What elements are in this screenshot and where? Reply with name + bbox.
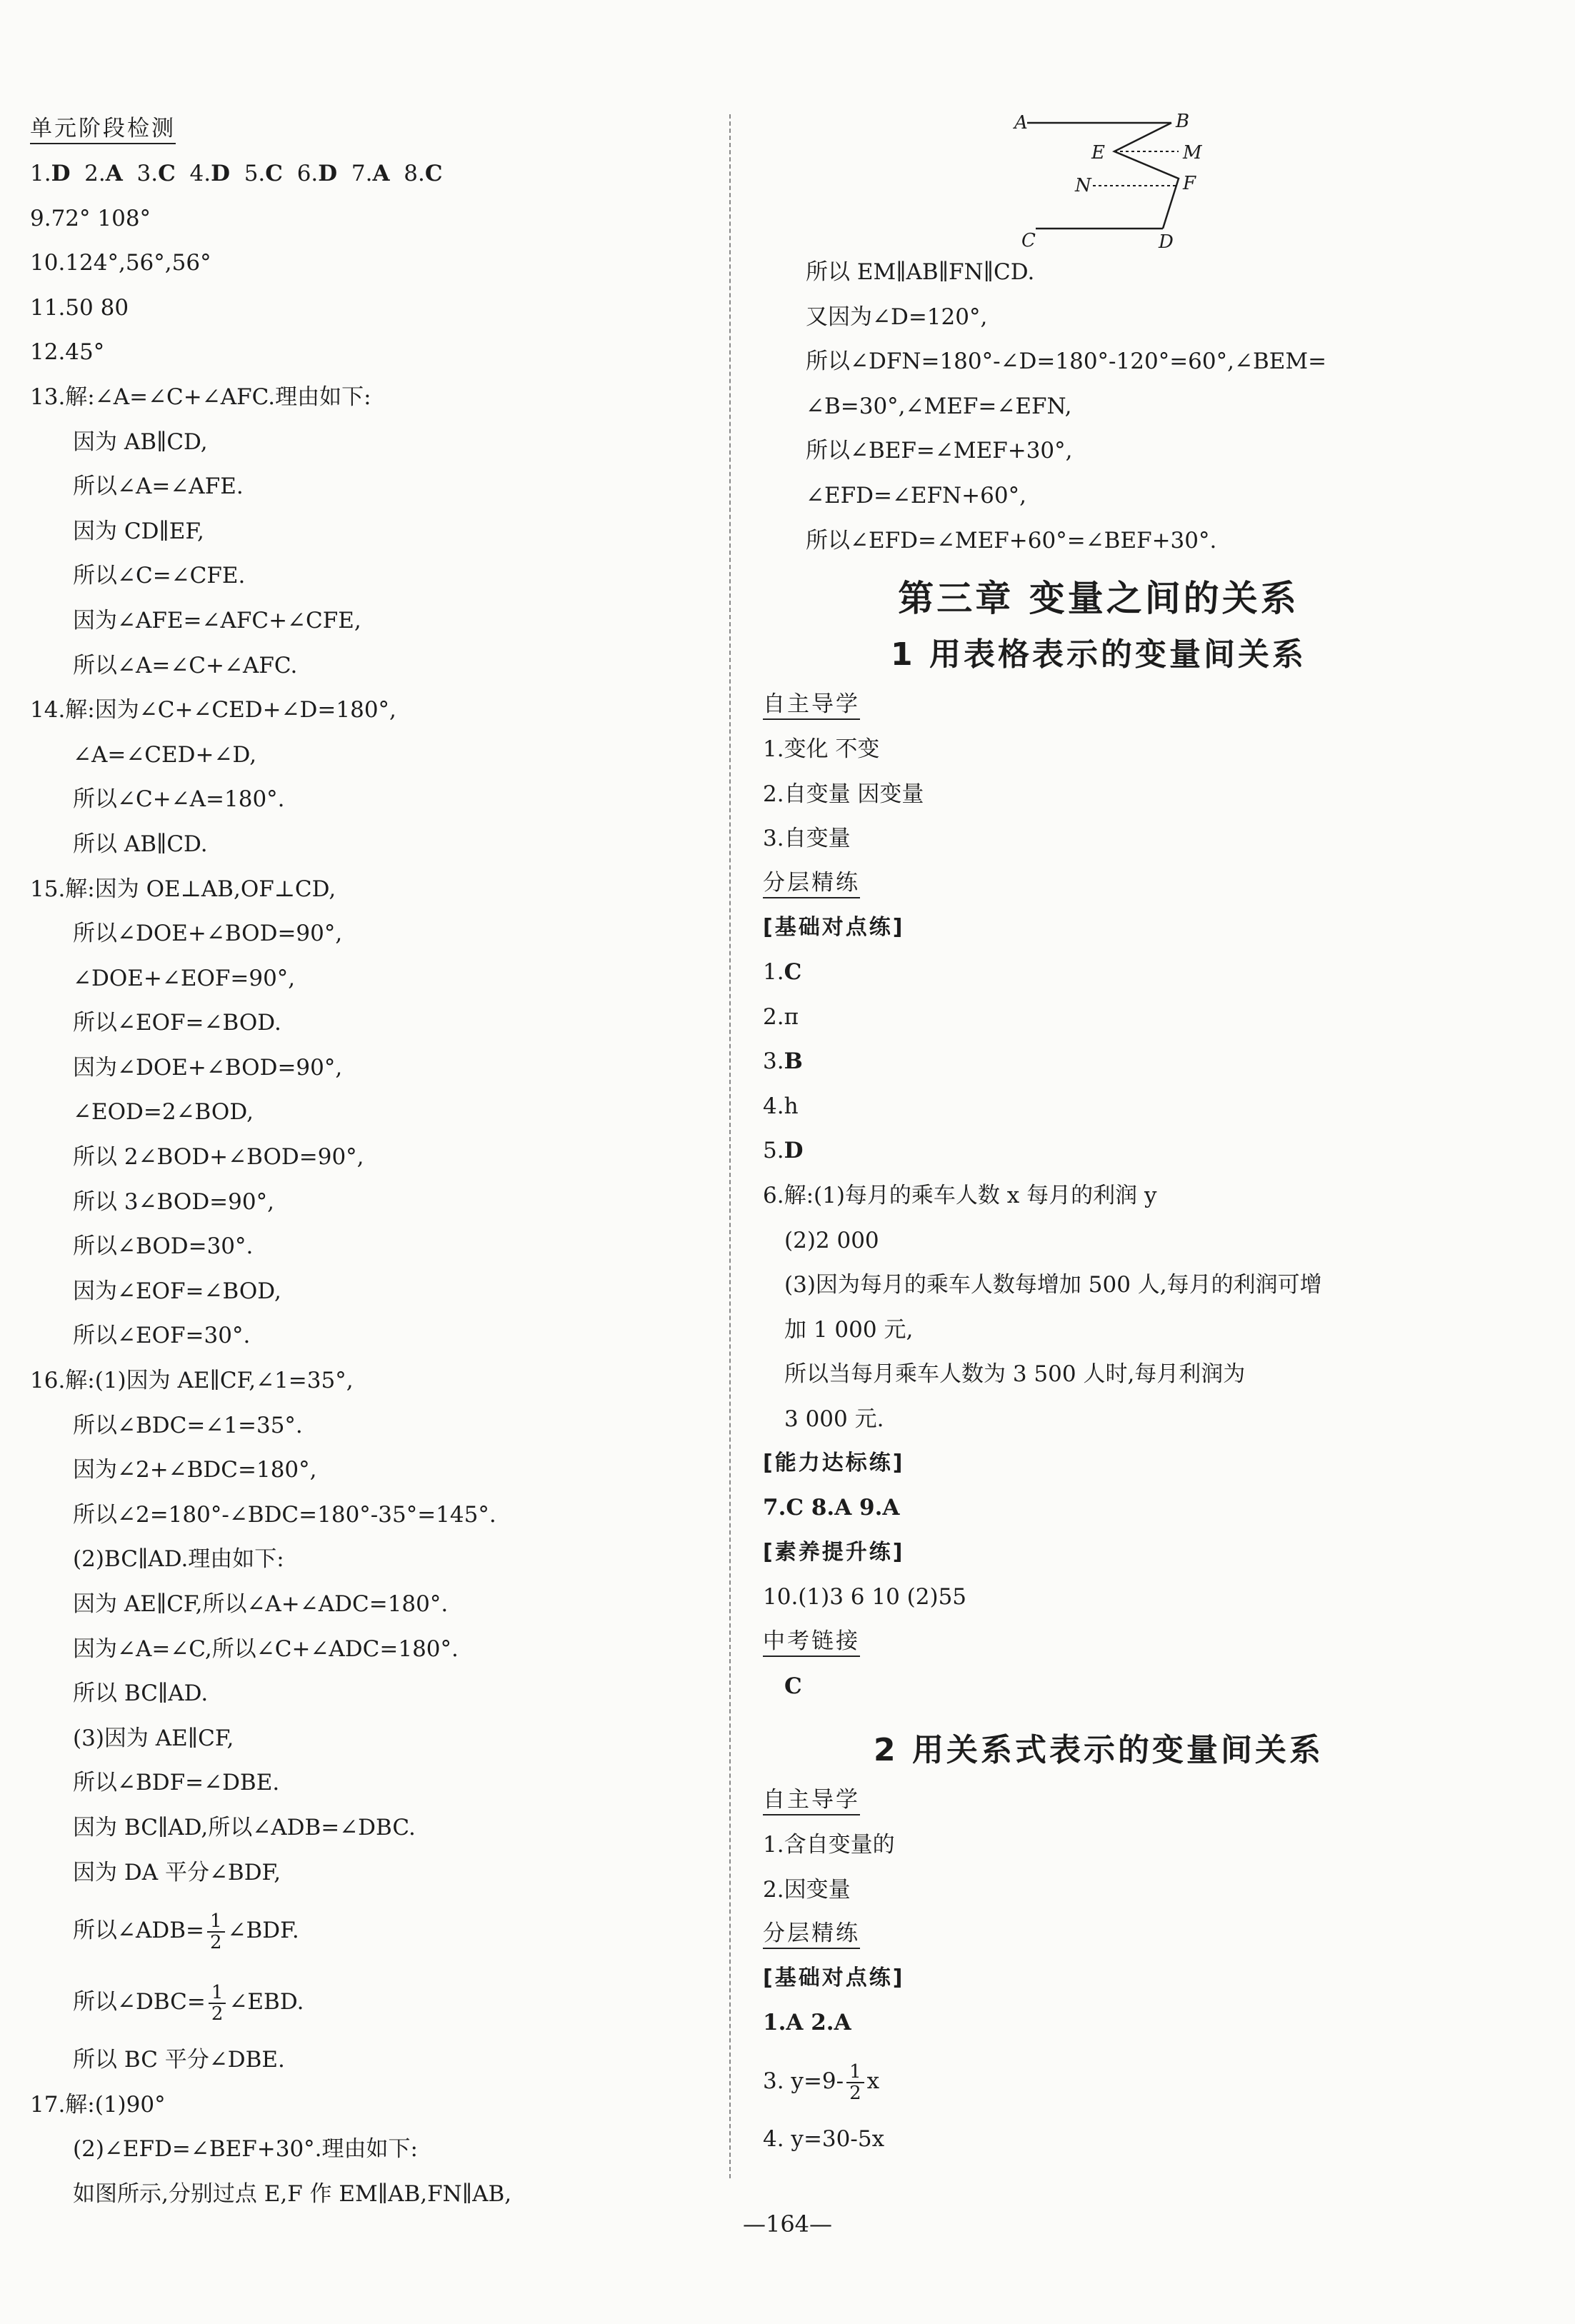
lesson2-fraction-line: 3. y=9- $\frac{1}{2}$ x: [763, 2060, 880, 2104]
page-number: —164—: [742, 2210, 833, 2238]
answer-line: 2.π: [763, 1003, 799, 1030]
answer-line: 因为 CD∥EF,: [73, 518, 204, 544]
answer-line: 所以∠BDC=∠1=35°.: [73, 1412, 303, 1438]
answer-line: 12.45°: [30, 339, 105, 366]
answer-line: (2)∠EFD=∠BEF+30°.理由如下:: [73, 2136, 418, 2163]
nengli-answers: 7.C 8.A 9.A: [763, 1495, 900, 1521]
lesson1-zizhu-lines: [763, 727, 1434, 861]
answer-line: 15.解:因为 OE⊥AB,OF⊥CD,: [30, 876, 336, 902]
answer-line: 5.D: [763, 1138, 804, 1164]
answer-line: 所以∠BDF=∠DBE.: [73, 1770, 280, 1796]
lesson2-answers-1: 1.A 2.A: [763, 2010, 851, 2036]
answer-line: 又因为∠D=120°,: [806, 304, 988, 330]
fenceng-jinglian-heading: 分层精练: [763, 868, 860, 898]
answer-line: (2)2 000: [784, 1227, 879, 1253]
answer-line: ∠DOE+∠EOF=90°,: [73, 965, 296, 991]
lesson1-jichu-lines: [763, 950, 1434, 1173]
label-E: E: [1091, 142, 1105, 164]
answer-line: 因为∠DOE+∠BOD=90°,: [73, 1054, 343, 1081]
suyang-heading: [素养提升练]: [763, 1540, 905, 1566]
answer-line: 所以∠C+∠A=180°.: [73, 786, 285, 813]
answer-line: 因为∠2+∠BDC=180°,: [73, 1457, 317, 1483]
answer-line: 10.124°,56°,56°: [30, 250, 211, 276]
answer-line: 所以∠BOD=30°.: [73, 1233, 254, 1260]
label-N: N: [1075, 175, 1091, 196]
answer-line: 16.解:(1)因为 AE∥CF,∠1=35°,: [30, 1368, 354, 1394]
answer-line: 3.自变量: [763, 826, 851, 852]
label-M: M: [1183, 142, 1202, 164]
label-B: B: [1176, 111, 1190, 132]
answer-line: 所以∠A=∠C+∠AFC.: [73, 652, 298, 678]
answer-line: 因为∠A=∠C,所以∠C+∠ADC=180°.: [73, 1636, 459, 1662]
answer-line: 3.B: [763, 1048, 803, 1075]
answer-line: 1.D 2.A 3.C 4.D 5.C 6.D 7.A 8.C: [30, 161, 443, 186]
label-A: A: [1014, 112, 1028, 134]
answer-line: 因为 AB∥CD,: [73, 429, 208, 455]
answer-line: 加 1 000 元,: [784, 1316, 914, 1343]
answer-line: 所以 AB∥CD.: [73, 831, 208, 857]
answer-line: 13.解:∠A=∠C+∠AFC.理由如下:: [30, 384, 371, 410]
answer-line: 所以 3∠BOD=90°,: [73, 1188, 274, 1215]
fraction: $\frac{1}{2}$: [207, 1911, 225, 1953]
answer-line: 所以∠A=∠AFE.: [73, 474, 244, 500]
answer-line: 所以∠C=∠CFE.: [73, 563, 246, 589]
lesson2-answer-4: 4. y=30-5x: [763, 2126, 885, 2153]
label-C: C: [1021, 230, 1036, 250]
lesson1-title: 1 用表格表示的变量间关系: [891, 636, 1306, 673]
fraction-line-1: 所以∠ADB= $\frac{1}{2}$ ∠BDF.: [73, 1910, 299, 1953]
answer-line: 1.变化 不变: [763, 736, 880, 763]
chapter-title: 第三章 变量之间的关系: [898, 578, 1299, 620]
answer-line: 因为∠AFE=∠AFC+∠CFE,: [73, 607, 361, 633]
answer-line: (3)因为 AE∥CF,: [73, 1725, 234, 1751]
lesson2-zizhu-lines: [763, 1823, 1434, 1912]
suyang-answers: 10.(1)3 6 10 (2)55: [763, 1584, 967, 1611]
answer-line: 2.因变量: [763, 1876, 851, 1903]
parallel-lines-figure: [1000, 107, 1229, 250]
answer-line: 所以∠2=180°-∠BDC=180°-35°=145°.: [73, 1501, 496, 1528]
zizhu-daoxue-heading-2: 自主导学: [763, 1785, 860, 1815]
answer-line: 9.72° 108°: [30, 205, 151, 231]
answer-line: ∠B=30°,∠MEF=∠EFN,: [806, 393, 1072, 419]
answer-line: 所以∠EOF=30°.: [73, 1323, 251, 1349]
nengli-heading: [能力达标练]: [763, 1451, 905, 1476]
answer-line: 所以∠BEF=∠MEF+30°,: [806, 438, 1073, 464]
jichu-heading-2: [基础对点练]: [763, 1965, 905, 1991]
left-column: [30, 107, 716, 2217]
answer-line: 1.含自变量的: [763, 1832, 895, 1858]
answer-line: ∠A=∠CED+∠D,: [73, 741, 257, 768]
label-D: D: [1159, 231, 1174, 250]
answer-line: 所以 BC 平分∠DBE.: [73, 2047, 285, 2073]
answer-line: 4.h: [763, 1093, 799, 1119]
answer-line: 3 000 元.: [784, 1406, 884, 1432]
right-column: [763, 250, 1434, 2162]
answer-line: (2)BC∥AD.理由如下:: [73, 1546, 284, 1573]
right-top-lines: [763, 250, 1434, 563]
answer-line: 14.解:因为∠C+∠CED+∠D=180°,: [30, 697, 396, 723]
zhongkao-heading: 中考链接: [763, 1627, 860, 1657]
answer-line: 所以 EM∥AB∥FN∥CD.: [806, 259, 1035, 285]
lesson1-q6-lines: [763, 1173, 1434, 1442]
answer-line: 11.50 80: [30, 294, 129, 321]
label-F: F: [1183, 173, 1196, 194]
answer-line: 所以∠EFD=∠MEF+60°=∠BEF+30°.: [806, 527, 1217, 554]
answer-line: 所以∠DFN=180°-∠D=180°-120°=60°,∠BEM=: [806, 349, 1327, 375]
jichu-heading: [基础对点练]: [763, 914, 905, 940]
left-answer-lines: [30, 151, 716, 1895]
fraction: $\frac{1}{2}$: [209, 1983, 226, 2024]
fraction: $\frac{1}{2}$: [846, 2062, 864, 2103]
answer-line: 因为 DA 平分∠BDF,: [73, 1859, 281, 1885]
zhongkao-answer: C: [784, 1673, 802, 1699]
answer-line: 如图所示,分别过点 E,F 作 EM∥AB,FN∥AB,: [73, 2180, 512, 2207]
fenceng-jinglian-heading-2: 分层精练: [763, 1919, 860, 1949]
answer-line: 17.解:(1)90°: [30, 2091, 166, 2118]
fraction-line-2: 所以∠DBC= $\frac{1}{2}$ ∠EBD.: [73, 1981, 304, 2025]
answer-line: ∠EFD=∠EFN+60°,: [806, 482, 1026, 509]
answer-line: 所以当每月乘车人数为 3 500 人时,每月利润为: [784, 1361, 1246, 1388]
left-tail-lines: [30, 2038, 716, 2216]
answer-line: 因为∠EOF=∠BOD,: [73, 1278, 281, 1304]
answer-line: 1.C: [763, 958, 802, 985]
column-divider: [729, 114, 731, 2178]
lesson2-title: 2 用关系式表示的变量间关系: [874, 1732, 1324, 1769]
answer-line: 因为 BC∥AD,所以∠ADB=∠DBC.: [73, 1814, 416, 1840]
answer-line: 所以∠DOE+∠BOD=90°,: [73, 921, 343, 947]
zizhu-daoxue-heading: 自主导学: [763, 690, 860, 720]
answer-line: 所以∠EOF=∠BOD.: [73, 1010, 281, 1036]
answer-line: ∠EOD=2∠BOD,: [73, 1099, 254, 1126]
answer-line: 所以 BC∥AD.: [73, 1681, 209, 1707]
answer-line: 因为 AE∥CF,所以∠A+∠ADC=180°.: [73, 1591, 449, 1617]
answer-line: 所以 2∠BOD+∠BOD=90°,: [73, 1144, 364, 1171]
section-title: 单元阶段检测: [30, 114, 176, 144]
answer-line: 6.解:(1)每月的乘车人数 x 每月的利润 y: [763, 1182, 1157, 1208]
answer-line: (3)因为每月的乘车人数每增加 500 人,每月的利润可增: [784, 1272, 1322, 1298]
answer-line: 2.自变量 因变量: [763, 781, 924, 807]
